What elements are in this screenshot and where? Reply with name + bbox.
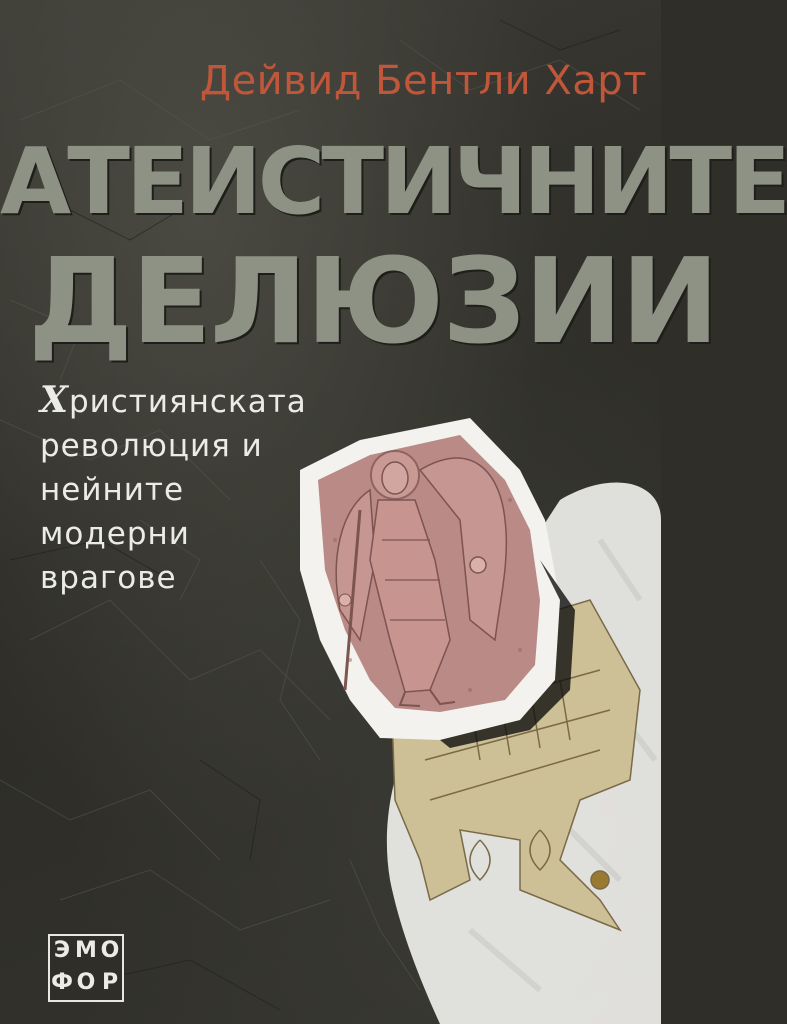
subtitle-initial: Х (40, 379, 69, 421)
publisher-logo (48, 934, 124, 1002)
subtitle-line-1-rest: ристиянската (68, 384, 307, 420)
logo-letter: М (75, 938, 97, 963)
title-line-2: ДЕЛЮЗИИ (28, 232, 718, 370)
title-line-1: АТЕИСТИЧНИТЕ (0, 128, 787, 235)
logo-letter: О (76, 970, 96, 995)
logo-letter: Ф (51, 970, 73, 995)
logo-letter: Р (101, 970, 119, 995)
subtitle-line-4: модерни (40, 516, 190, 552)
logo-letter: О (100, 938, 120, 963)
subtitle-line-5: врагове (40, 560, 177, 596)
subtitle-line-3: нейните (40, 472, 185, 508)
logo-letter: Э (53, 938, 71, 963)
subtitle-line-2: революция и (40, 428, 263, 464)
author-name: Дейвид Бентли Харт (199, 58, 647, 104)
